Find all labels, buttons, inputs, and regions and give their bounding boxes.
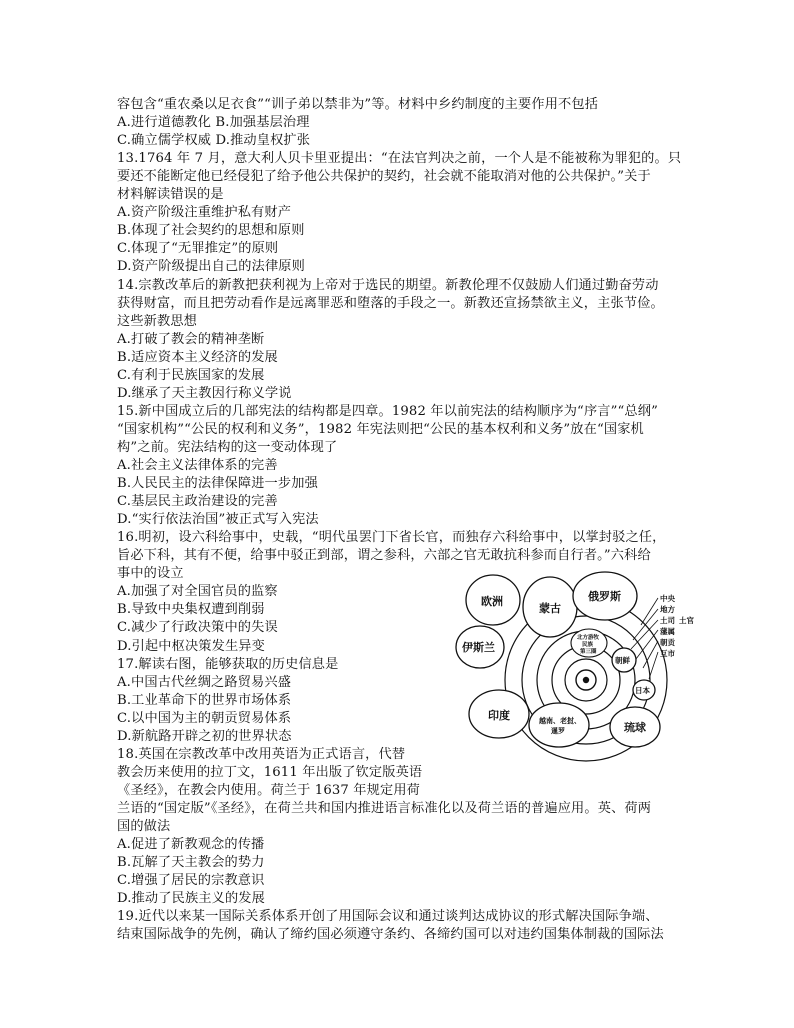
legend bbox=[631, 593, 694, 679]
label-sea-line1: 越南、老挝、 bbox=[539, 717, 581, 725]
text-line: 17.解读右图，能够获取的历史信息是 bbox=[117, 656, 339, 672]
text-line: 14.宗教改革后的新教把获利视为上帝对于选民的期望。新教伦理不仅鼓励人们通过勤奋劳动 bbox=[117, 277, 659, 293]
text-line: B.工业革命下的世界市场体系 bbox=[117, 692, 292, 708]
text-line: A.社会主义法律体系的完善 bbox=[117, 458, 278, 473]
inner-label-1: 北方游牧 bbox=[577, 635, 600, 641]
text-line: 15.新中国成立后的几部宪法的结构都是四章。1982 年以前宪法的结构顺序为“序言”“总纲” bbox=[117, 403, 658, 419]
inner-label-2: 民族 bbox=[582, 642, 594, 648]
text-line: “国家机构”“公民的权利和义务”，1982 年宪法则把“公民的基本权利和义务”放在“国家机 bbox=[117, 421, 644, 437]
text-line: 获得财富，而且把劳动看作是远离罪恶和堕落的手段之一。新教还宣扬禁欲主义，主张节俭。 bbox=[117, 295, 664, 311]
label-russia: 俄罗斯 bbox=[588, 590, 621, 603]
legend-tribute: 朝贡 bbox=[660, 638, 675, 647]
text-line: C.减少了行政决策中的失误 bbox=[117, 620, 278, 636]
tributary-system-diagram bbox=[453, 563, 704, 766]
text-line: 教会历来使用的拉丁文，1611 年出版了钦定版英语 bbox=[117, 764, 423, 780]
text-line: C.确立儒学权威 D.推动皇权扩张 bbox=[117, 133, 311, 149]
text-line: C.增强了居民的宗教意识 bbox=[117, 873, 265, 889]
text-line: 19.近代以来某一国际关系体系开创了用国际会议和通过谈判达成协议的形式解决国际争端、 bbox=[117, 909, 659, 925]
text-line: 结束国际战争的先例，确认了缔约国必须遵守条约、各缔约国可以对违约国集体制裁的国际法 bbox=[117, 927, 664, 943]
text-line: B.体现了社会契约的思想和原则 bbox=[117, 223, 305, 239]
legend-tusi: 土司 bbox=[660, 616, 675, 625]
text-line: 要还不能断定他已经侵犯了给予他公共保护的契约，社会就不能取消对他的公共保护。”关于 bbox=[117, 169, 651, 185]
text-line: B.导致中央集权遭到削弱 bbox=[117, 602, 265, 618]
text-line: 事中的设立 bbox=[117, 566, 184, 582]
text-line: C.有利于民族国家的发展 bbox=[117, 367, 265, 383]
text-line: B.瓦解了天主教会的势力 bbox=[117, 855, 265, 871]
text-line: A.资产阶级注重维护私有财产 bbox=[117, 205, 292, 221]
text-line: 18.英国在宗教改革中改用英语为正式语言，代替 bbox=[117, 746, 406, 762]
text-line: C.基层民主政治建设的完善 bbox=[117, 494, 278, 510]
label-japan: 日本 bbox=[635, 686, 650, 695]
text-line: 旨必下科，其有不便，给事中驳正到部，谓之参科，六部之官无敢抗科参而自行者。”六科给 bbox=[117, 548, 651, 564]
label-sea-line2: 暹罗 bbox=[551, 727, 565, 735]
region-sea-blob bbox=[529, 703, 589, 747]
text-line: 兰语的“国定版”《圣经》，在荷兰共和国内推进语言标准化以及荷兰语的普遍应用。英、荷两 bbox=[117, 800, 652, 816]
label-mongolia: 蒙古 bbox=[539, 602, 561, 615]
text-line: 16.明初，设六科给事中，史载，“明代虽罢门下省长官，而独存六科给事中，以掌封驳之任， bbox=[117, 530, 666, 546]
text-line: 材料解读错误的是 bbox=[117, 187, 224, 203]
text-line: D.“实行依法治国”被正式写入宪法 bbox=[117, 512, 319, 528]
text-line: 构”之前。宪法结构的这一变动体现了 bbox=[117, 439, 338, 455]
legend-trade: 互市 bbox=[660, 649, 675, 658]
center-dot bbox=[583, 677, 589, 683]
text-line: C.以中国为主的朝贡贸易体系 bbox=[117, 710, 292, 726]
legend-local: 地方 bbox=[660, 605, 675, 614]
text-line: 这些新教思想 bbox=[117, 313, 198, 329]
label-islam: 伊斯兰 bbox=[462, 641, 495, 654]
text-line: D.新航路开辟之初的世界状态 bbox=[117, 728, 292, 744]
text-line: D.推动了民族主义的发展 bbox=[117, 891, 265, 907]
text-line: A.进行道德教化 B.加强基层治理 bbox=[117, 115, 310, 131]
text-line: D.继承了天主教因行称义学说 bbox=[117, 385, 292, 401]
legend-pointer bbox=[641, 598, 658, 625]
label-india: 印度 bbox=[488, 709, 510, 722]
label-ryukyu: 琉球 bbox=[624, 721, 646, 734]
label-europe: 欧洲 bbox=[481, 595, 503, 608]
text-line: A.促进了新教观念的传播 bbox=[117, 837, 265, 853]
text-line: D.资产阶级提出自己的法律原则 bbox=[117, 259, 305, 275]
label-korea: 朝鲜 bbox=[615, 656, 630, 665]
text-line: A.中国古代丝绸之路贸易兴盛 bbox=[117, 674, 292, 690]
legend-vassal: 藩属 bbox=[660, 627, 675, 636]
text-line: D.引起中枢决策发生异变 bbox=[117, 638, 265, 654]
legend-tuguan: 土官 bbox=[679, 616, 694, 625]
text-line: 13.1764 年 7 月，意大利人贝卡里亚提出：“在法官判决之前，一个人是不能被称为罪犯的。只 bbox=[117, 151, 682, 167]
text-line: B.适应资本主义经济的发展 bbox=[117, 349, 278, 365]
text-line: 容包含“重农桑以足衣食”“训子弟以禁非为”等。材料中乡约制度的主要作用不包括 bbox=[117, 97, 599, 112]
inner-label-3: 第三圈 bbox=[580, 649, 597, 655]
text-line: C.体现了“无罪推定”的原则 bbox=[117, 241, 279, 257]
text-line: 国的做法 bbox=[117, 819, 171, 834]
text-line: A.打破了教会的精神垄断 bbox=[117, 331, 265, 347]
legend-central: 中央 bbox=[660, 594, 675, 603]
text-line: B.人民民主的法律保障进一步加强 bbox=[117, 476, 318, 492]
text-line: A.加强了对全国官员的监察 bbox=[117, 584, 278, 600]
legend-pointer bbox=[649, 652, 658, 679]
text-line: 《圣经》，在教会内使用。荷兰于 1637 年规定用荷 bbox=[117, 782, 420, 798]
